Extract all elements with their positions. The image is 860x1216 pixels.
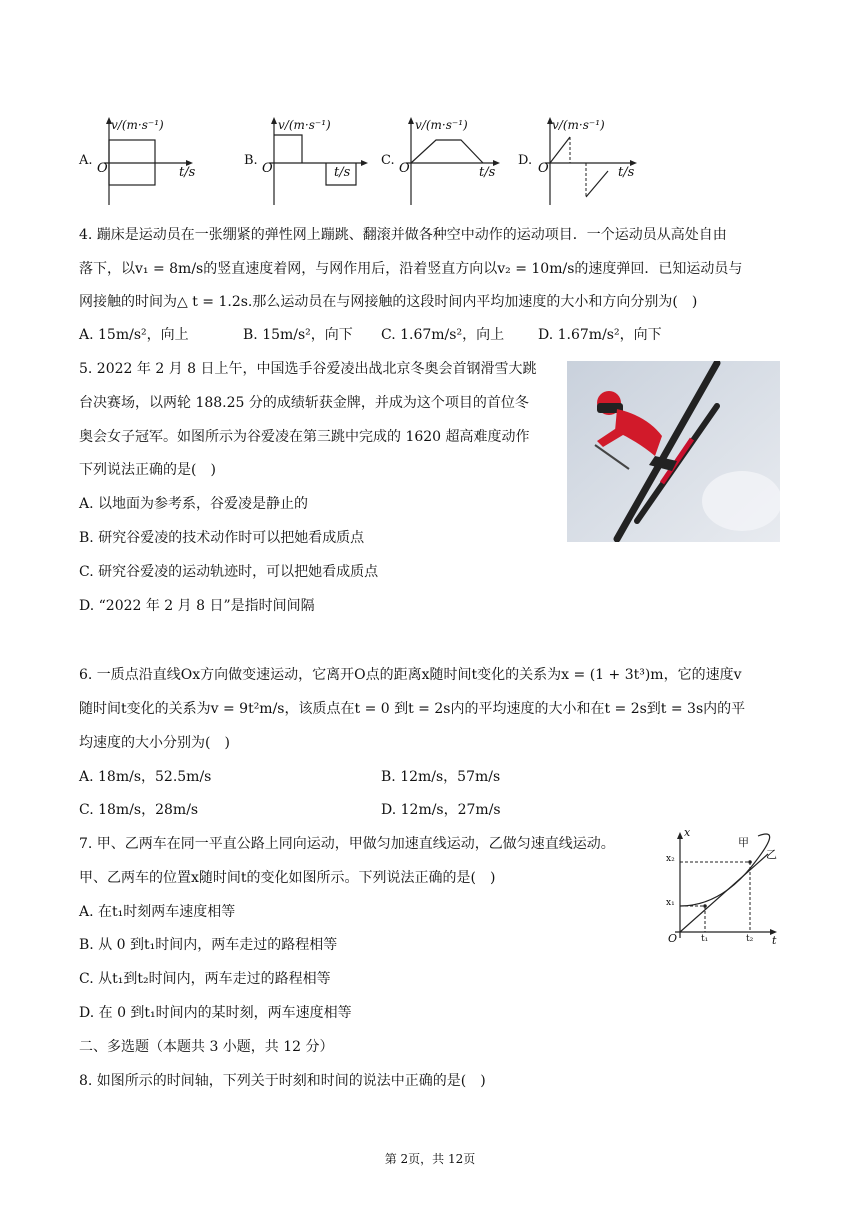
q4-stem-line: 落下，以v₁ = 8m/s的竖直速度着网，与网作用后，沿着竖直方向以v₂ = 10m/s的速度弹回．已知运动员与: [79, 261, 743, 277]
q7-xt-graph: x O t x₁ x₂ t₁ t₂ 甲 乙: [660, 828, 785, 952]
q7-option-b: B. 从 0 到t₁时间内，两车走过的路程相等: [79, 937, 338, 953]
q4-stem-line: 网接触的时间为△ t = 1.2s.那么运动员在与网接触的这段时间内平均加速度的大小和方向分别为( ): [79, 294, 698, 310]
section-heading: 二、多选题（本题共 3 小题，共 12 分）: [79, 1039, 334, 1055]
q4-option-a: A. 15m/s²，向上: [79, 327, 189, 343]
q3-option-b-graph: B. v/(m·s⁻¹) O t/s: [244, 115, 379, 210]
q7-stem-line: 甲、乙两车的位置x随时间t的变化如图所示。下列说法正确的是( ): [79, 870, 496, 886]
q7-option-a: A. 在t₁时刻两车速度相等: [79, 904, 236, 920]
q4-option-d: D. 1.67m/s²，向下: [538, 327, 662, 343]
q5-option-a: A. 以地面为参考系，谷爱凌是静止的: [79, 496, 309, 512]
q6-option-d: D. 12m/s，27m/s: [381, 802, 501, 818]
q7-option-d: D. 在 0 到t₁时间内的某时刻，两车速度相等: [79, 1005, 352, 1021]
q6-stem-line: 均速度的大小分别为( ): [79, 735, 230, 751]
q4-option-b: B. 15m/s²，向下: [243, 327, 353, 343]
q8-stem-line: 8. 如图所示的时间轴，下列关于时刻和时间的说法中正确的是( ): [79, 1073, 486, 1089]
q3-option-c-graph: C. v/(m·s⁻¹) O t/s: [381, 115, 506, 210]
q5-option-c: C. 研究谷爱凌的运动轨迹时，可以把她看成质点: [79, 564, 379, 580]
option-label: B.: [244, 153, 258, 168]
q5-stem-line: 5. 2022 年 2 月 8 日上午，中国选手谷爱凌出战北京冬奥会首钢滑雪大跳: [79, 361, 537, 377]
option-label: C.: [381, 153, 395, 168]
q6-stem-line: 随时间t变化的关系为v = 9t²m/s，该质点在t = 0 到t = 2s内的平均速度的大小和在t = 2s到t = 3s内的平: [79, 701, 746, 717]
q6-stem-line: 6. 一质点沿直线Ox方向做变速运动，它离开O点的距离x随时间t变化的关系为x = (1 + 3t³)m，它的速度v: [79, 667, 742, 683]
q5-stem-line: 下列说法正确的是( ): [79, 462, 216, 478]
option-label: A.: [79, 153, 93, 168]
q5-stem-line: 奥会女子冠军。如图所示为谷爱凌在第三跳中完成的 1620 超高难度动作: [79, 429, 530, 445]
q4-option-c: C. 1.67m/s²，向上: [381, 327, 505, 343]
q6-option-c: C. 18m/s，28m/s: [79, 802, 199, 818]
q5-stem-line: 台决赛场，以两轮 188.25 分的成绩斩获金牌，并成为这个项目的首位冬: [79, 395, 529, 411]
q5-option-d: D. “2022 年 2 月 8 日”是指时间间隔: [79, 598, 315, 614]
q3-option-a-graph: A. v/(m·s⁻¹) O t/s: [79, 115, 199, 210]
q5-option-b: B. 研究谷爱凌的技术动作时可以把她看成质点: [79, 530, 365, 546]
q6-option-a: A. 18m/s，52.5m/s: [79, 769, 212, 785]
q7-option-c: C. 从t₁到t₂时间内，两车走过的路程相等: [79, 971, 331, 987]
q4-stem-line: 4. 蹦床是运动员在一张绷紧的弹性网上蹦跳、翻滚并做各种空中动作的运动项目．一个运动员从高处自由: [79, 227, 727, 243]
page-footer: 第 2页，共 12页: [384, 1152, 476, 1166]
q3-option-d-graph: D. v/(m·s⁻¹) O t/s: [518, 115, 643, 210]
q6-option-b: B. 12m/s，57m/s: [381, 769, 501, 785]
option-label: D.: [518, 153, 533, 168]
q7-stem-line: 7. 甲、乙两车在同一平直公路上同向运动，甲做匀加速直线运动，乙做匀速直线运动。: [79, 836, 615, 852]
skier-photo: [567, 361, 780, 542]
